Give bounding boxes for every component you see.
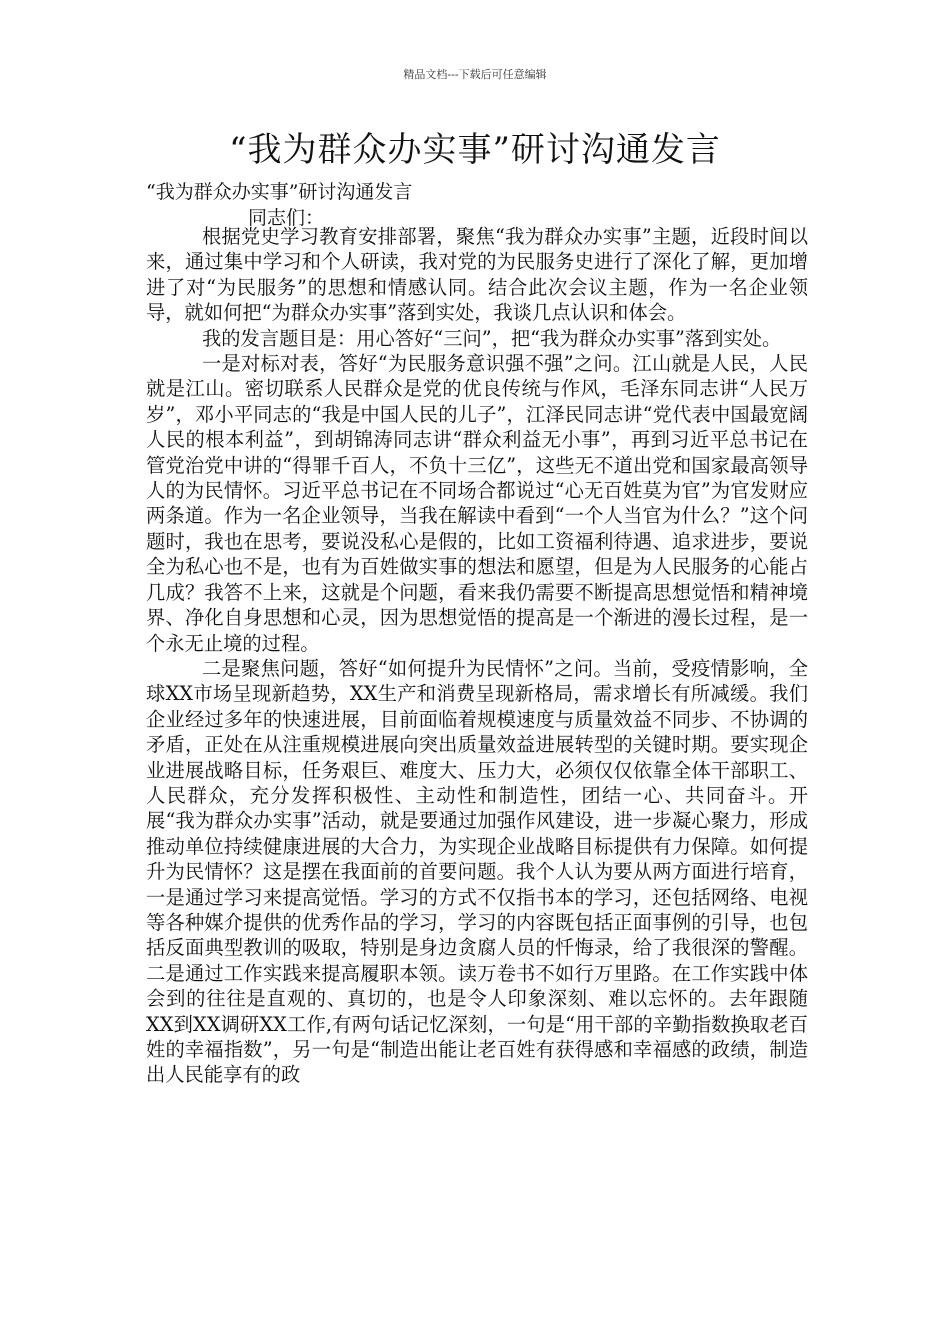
body-text (146, 224, 808, 1088)
paragraph-topic: 我的发言题目是：用心答好“三问”，把“我为群众办实事”落到实处。 (201, 326, 782, 350)
paragraph-intro: 根据党史学习教育安排部署，聚焦“我为群众办实事”主题，近段时间以来，通过集中学习和个人研读，我对党的为民服务史进行了深化了解，更加增进了对“为民服务”的思想和情感认同。结合此次会议主题，作为一名企业领导，就如何把“为群众办实事”落到实处，我谈几点认识和体会。 (146, 225, 808, 325)
paragraph-question-two: 二是聚焦问题，答好“如何提升为民情怀”之问。当前，受疫情影响，全球XX市场呈现新趋势，XX生产和消费呈现新格局，需求增长有所减缓。我们企业经过多年的快速进展，目前面临着规模速度与质量效益不同步、不协调的矛盾，正处在从注重规模进展向突出质量效益进展转型的关键时期。要实现企业进展战略目标，任务艰巨、难度大、压力大，必须仅仅依靠全体干部职工、人民群众，充分发挥积极性、主动性和制造性，团结一心、共同奋斗。开展“我为群众办实事”活动，就是要通过加强作风建设，进一步凝心聚力，形成推动单位持续健康进展的大合力，为实现企业战略目标提供有力保障。如何提升为民情怀？这是摆在我面前的首要问题。我个人认为要从两方面进行培育，一是通过学习来提高觉悟。学习的方式不仅指书本的学习，还包括网络、电视等各种媒介提供的优秀作品的学习，学习的内容既包括正面事例的引导，也包括反面典型教训的吸取，特别是身边贪腐人员的忏悔录，给了我很深的警醒。二是通过工作实践来提高履职本领。读万卷书不如行万里路。在工作实践中体会到的往往是直观的、真切的，也是令人印象深刻、难以忘怀的。去年跟随XX到XX调研XX工作,有两句话记忆深刻，一句是“用干部的辛勤指数换取老百姓的幸福指数”，另一句是“制造出能让老百姓有获得感和幸福感的政绩，制造出人民能享有的政 (146, 656, 808, 1087)
header-note: 精品文档---下载后可任意编辑 (403, 68, 547, 81)
page-title: “我为群众办实事”研讨沟通发言 (229, 130, 721, 170)
subtitle: “我为群众办实事”研讨沟通发言 (146, 181, 413, 203)
salutation: 同志们： (248, 207, 325, 229)
paragraph-question-one: 一是对标对表，答好“为民服务意识强不强”之问。江山就是人民，人民就是江山。密切联系人民群众是党的优良传统与作风，毛泽东同志讲“人民万岁”，邓小平同志的“我是中国人民的儿子”，江泽民同志讲“党代表中国最宽阔人民的根本利益”，到胡锦涛同志讲“群众利益无小事”，再到习近平总书记在管党治党中讲的“得罪千百人，不负十三亿”，这些无不道出党和国家最高领导人的为民情怀。习近平总书记在不同场合都说过“心无百姓莫为官”为官发财应两条道。作为一名企业领导，当我在解读中看到“一个人当官为什么？”这个问题时，我也在思考，要说没私心是假的，比如工资福利待遇、追求进步，要说全为私心也不是，也有为百姓做实事的想法和愿望，但是为人民服务的心能占几成？我答不上来，这就是个问题，看来我仍需要不断提高思想觉悟和精神境界、净化自身思想和心灵，因为思想觉悟的提高是一个渐进的漫长过程，是一个永无止境的过程。 (146, 352, 808, 655)
